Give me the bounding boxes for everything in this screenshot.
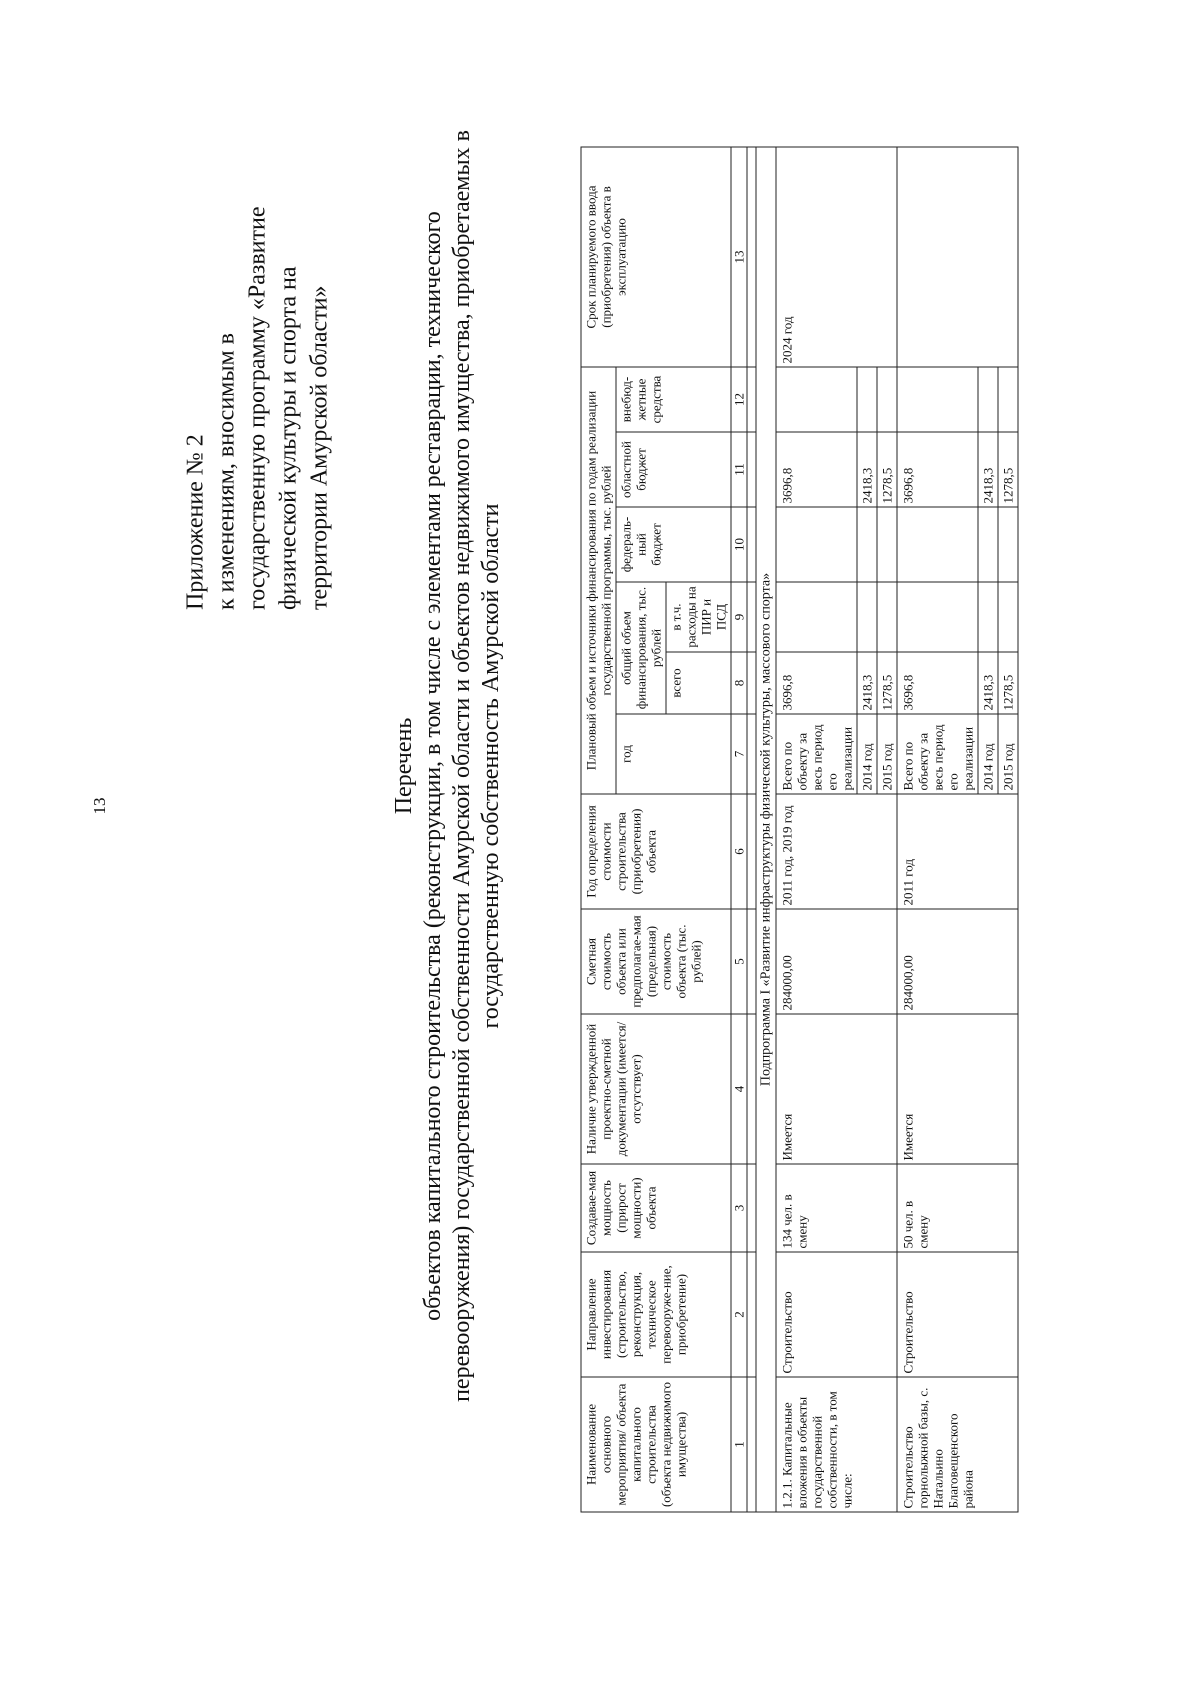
header-documentation: Наличие утвержденной проектно-сметной документации (имеется/отсутствует) [581, 1014, 731, 1164]
object-cost-year: 2011 год, 2019 год [776, 794, 897, 909]
column-number: 12 [731, 367, 747, 432]
object-deadline: 2024 год [776, 147, 897, 367]
object-direction: Строительство [897, 1252, 1018, 1377]
header-year: год [616, 714, 731, 794]
document-title: Перечень [391, 717, 417, 815]
appendix-line: к изменениям, вносимым в [213, 333, 240, 610]
object-cost: 284000,00 [897, 909, 1018, 1014]
header-cost-year: Год определения стоимости строительства (приобретения) объекта [581, 794, 731, 909]
year-label: 2014 год [978, 714, 998, 794]
year-regional: 2418,3 [857, 432, 877, 507]
objects-table-container [581, 148, 1126, 1513]
column-number: 8 [731, 652, 747, 714]
column-number: 6 [731, 794, 747, 909]
appendix-line: государственную программу «Развитие [244, 206, 271, 610]
year-label: 2014 год [857, 714, 877, 794]
subprogram-row [756, 147, 776, 1512]
page-number: 13 [90, 797, 109, 815]
year-label: 2015 год [877, 714, 897, 794]
header-name: Наименование основного мероприятия/ объекта капитального строительства (объекта недвижимого имущества) [581, 1377, 731, 1512]
column-number: 3 [731, 1164, 747, 1252]
object-name: 1.2.1. Капитальные вложения в объекты государственной собственности, в том числе: [776, 1377, 897, 1512]
column-number: 4 [731, 1014, 747, 1164]
header-regional: областной бюджет [616, 432, 731, 507]
column-number: 5 [731, 909, 747, 1014]
year-total: 1278,5 [877, 652, 897, 714]
period-total-regional: 3696,8 [776, 432, 857, 507]
appendix-line: территории Амурской области» [306, 285, 333, 610]
year-total: 2418,3 [978, 652, 998, 714]
table-row [776, 147, 857, 1512]
appendix-line: Приложение № 2 [182, 434, 209, 610]
column-number: 2 [731, 1252, 747, 1377]
header-cost: Сметная стоимость объекта или предполагае-мая (предельная) стоимость объекта (тыс. рублей) [581, 909, 731, 1014]
objects-table [581, 147, 1019, 1513]
table-row [897, 147, 978, 1512]
period-total-label: Всего по объекту за весь период его реализации [776, 714, 857, 794]
object-name: Строительство горнолыжной базы, с. Натальино Благовещенского района [897, 1377, 1018, 1512]
subprogram-title: Подпрограмма I «Развитие инфраструктуры физической культуры, массового спорта» [756, 147, 776, 1512]
document-heading [390, 16, 506, 1516]
year-total: 2418,3 [857, 652, 877, 714]
blank-row [747, 147, 756, 1512]
document-title-line: объектов капитального строительства (реконструкции, в том числе с элементами реставрации, технического [420, 211, 446, 1321]
column-number: 13 [731, 147, 747, 367]
header-capacity: Создавае-мая мощность (прирост мощности) объекта [581, 1164, 731, 1252]
period-total-regional: 3696,8 [897, 432, 978, 507]
year-total: 1278,5 [998, 652, 1018, 714]
object-deadline [897, 147, 1018, 367]
header-federal: федераль-ный бюджет [616, 507, 731, 582]
period-total-all: 3696,8 [897, 652, 978, 714]
column-number-row [731, 147, 747, 1512]
object-capacity: 50 чел. в смену [897, 1164, 1018, 1252]
year-regional: 2418,3 [978, 432, 998, 507]
appendix-line: физической культуры и спорта на [275, 266, 302, 610]
period-total-all: 3696,8 [776, 652, 857, 714]
header-financing-group: Плановый объем и источники финансирования по годам реализации государственной программы, тыс. рублей [581, 367, 616, 794]
document-title-line: перевооружения) государственной собственности Амурской области и объектов недвижимого имущества, приобретаемых в [449, 130, 475, 1402]
object-direction: Строительство [776, 1252, 897, 1377]
header-deadline: Срок планируемого ввода (приобретения) объекта в эксплуатацию [581, 147, 731, 367]
header-total-all: всего [666, 652, 731, 714]
year-regional: 1278,5 [877, 432, 897, 507]
column-number: 9 [731, 582, 747, 652]
object-documentation: Имеется [776, 1014, 897, 1164]
year-regional: 1278,5 [998, 432, 1018, 507]
column-number: 1 [731, 1377, 747, 1512]
period-total-label: Всего по объекту за весь период его реализации [897, 714, 978, 794]
year-label: 2015 год [998, 714, 1018, 794]
header-direction: Направление инвестирования (строительство, реконструкция, техническое перевооруже-ние, приобретение) [581, 1252, 731, 1377]
object-cost: 284000,00 [776, 909, 897, 1014]
column-number: 11 [731, 432, 747, 507]
header-pir-psd: в т.ч. расходы на ПИР и ПСД [666, 582, 731, 652]
column-number: 10 [731, 507, 747, 582]
header-total-financing: общий объем финансирования, тыс. рублей [616, 582, 666, 714]
object-cost-year: 2011 год [897, 794, 1018, 909]
appendix-note [181, 50, 336, 610]
object-documentation: Имеется [897, 1014, 1018, 1164]
header-extrabudget: внебюд-жетные средства [616, 367, 731, 432]
document-title-line: государственную собственность Амурской области [478, 503, 504, 1029]
object-capacity: 134 чел. в смену [776, 1164, 897, 1252]
column-number: 7 [731, 714, 747, 794]
